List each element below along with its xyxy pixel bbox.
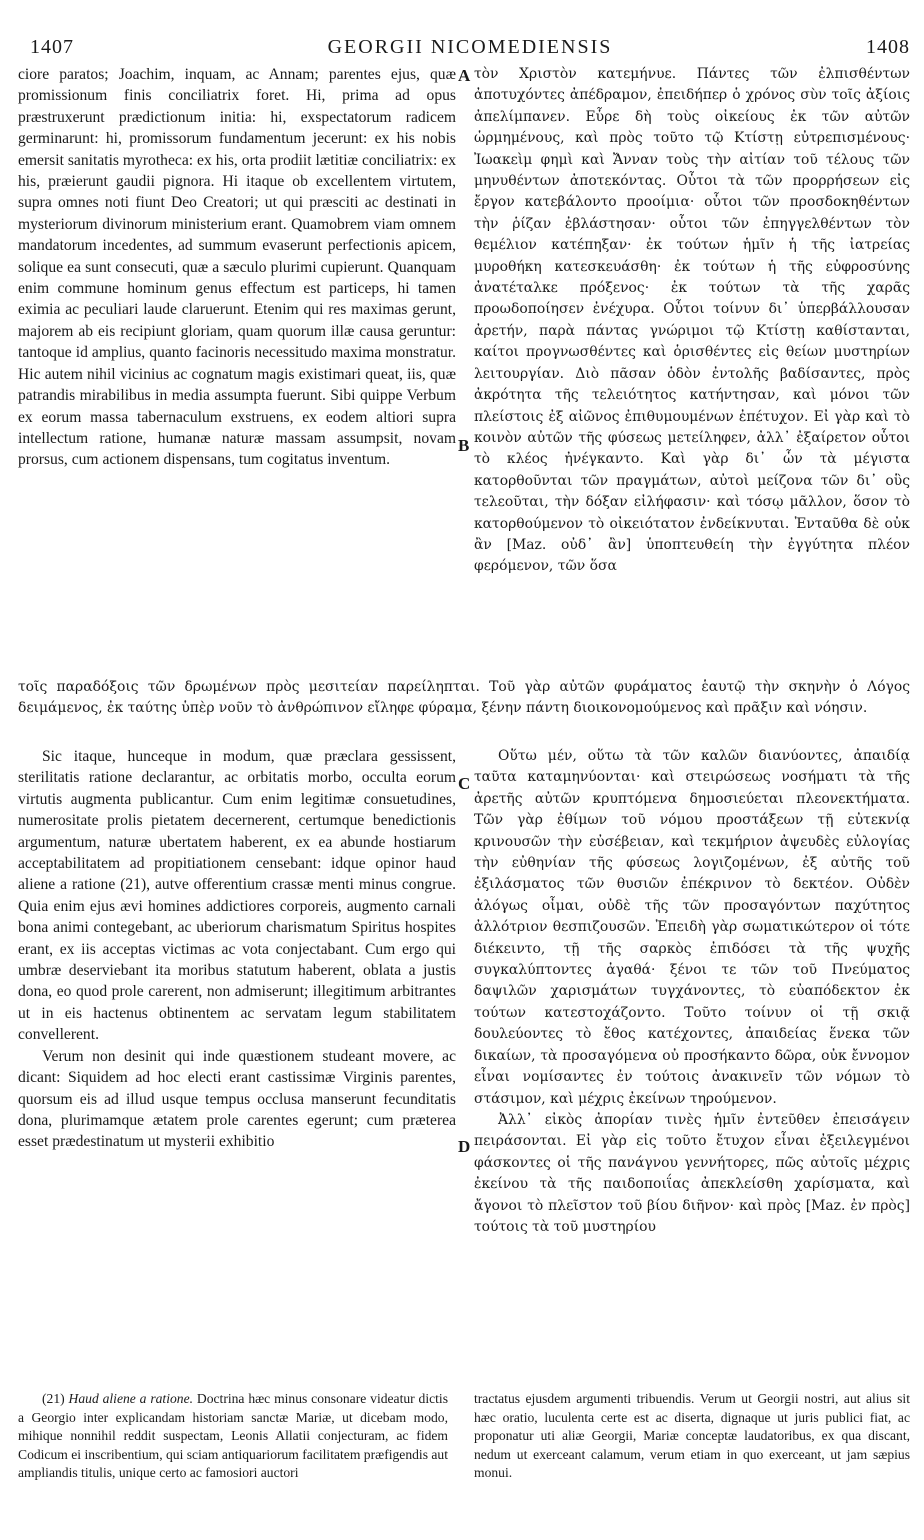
greek-paragraph-2: Ἀλλ᾽ εἰκὸς ἀπορίαν τινὲς ἡμῖν ἐντεῦθεν ἐπεισάγειν πειράσονται. Εἰ γὰρ εἰς τοῦτο ἔτυχον εἶναι ἐξειλεγμένοι φάσκοντες οἱ τῆς πανάγνου γεννήτορες, πῶς αὐτοῖς μέχρις ἐκείνου τὰ τῆς παιδοποιΐας ἀπεκλείσθη χαρίσματα, καὶ ἄγονοι τὸ πλεῖστον τοῦ βίου διῆνον· καὶ πρὸς [Maz. ἐν πρὸς] τούτοις τὰ τοῦ μυστηρίου [474, 1111, 910, 1235]
footnote-text-left: Doctrina hæc minus consonare videatur dictis a Georgio inter explicandam historiam sanctæ Mariæ, ut dicebam modo, mihique nonnihil reddit suspectam, Leonis Allatii conjecturam, ac fidem Codicum ei inscribentium, qui sciam antiquariorum facilitatem præfigendis aut ampliandis titulis, unique certo ac famosiori auctori [18, 1391, 448, 1481]
running-header [30, 36, 910, 64]
latin-paragraph-top: ciore paratos; Joachim, inquam, ac Annam; parentes ejus, quæ promissionum finis conciliatrix foret. Hi, prima ad opus præstruxerunt prædictionum initia: hi, exspectatorum radicem germinarunt: hi, promissorum fundamentum jecerunt: ex his nobis emersit sanitatis myrothecа: ex his, orta prodiit lætitiæ conciliatrix: ex his, præierunt gaudii pignora. Hi itaque ob excellentem virtutem, supra omnes noti fiunt Deo Creatori; ut qui præsciti ac destinati in mysteriorum divinorum ministerium erant. Quamobrem viam omnem mandatorum incedentes, ad summum evaserunt perfectionis apicem, solique ea sunt consecuti, quæ a sæculo plurimi cupierunt. Quanquam enim commune hominum genus effectum est particeps, hi tamen eximia ac peculiari laude claruerunt. Etenim qui res maximas gerunt, majorem ab eis recipiunt gloriam, quam quorum illæ causa geruntur: tantoque id amplius, quanto facinoris necessitudo maxima monstratur. Hic autem nihil vicinius ac cognatum magis existimari queat, iis, quæ patrandis mirabilibus in media assumpta fuerunt. Sibi quippe Verbum ex eorum massa tabernaculum exstruens, ex eodem altiori supra intellectum ratione, humanæ naturæ massam assumpsit, novam prorsus, cum actionem dispensans, tum cogitatus inventum. [18, 66, 456, 469]
footnote-right [474, 1390, 910, 1483]
footnote-text-right: tractatus ejusdem argumenti tribuendis. Verum ut Georgii nostri, aut alius sit hæc oratio, luculenta certe est ac diserta, dignaque ut juris publici fiat, ac proponatur uti aliæ Georgii, Mariæ conceptæ laudatoribus, ex qua discant, nedum ut exerceant calamum, verum etiam in quo exerceant, ut jam sæpius monui. [474, 1391, 910, 1481]
greek-column-top [474, 64, 910, 578]
greek-full-width-text: τοῖς παραδόξοις τῶν δρωμένων πρὸς μεσιτείαν παρείληπται. Τοῦ γὰρ αὐτῶν φυράματος ἑαυτῷ τὴν σκηνὴν ὁ Λόγος δειμάμενος, ἐκ ταύτης ὑπὲρ νοῦν τὸ ἀνθρώπινον εἴληφε φύραμα, ξένην πάντη διοικονομούμενος καὶ πρᾶξιν καὶ νόησιν. [18, 679, 910, 717]
footnote-label: Haud aliene a ratione. [68, 1391, 194, 1406]
greek-paragraph-top: τὸν Χριστὸν κατεμήνυε. Πάντες τῶν ἐλπισθέντων ἀποτυχόντες ἀπέδραμον, ἐπειδήπερ ὁ χρόνος σὺν τοῖς ἀξίοις ἀπελίμπανεν. Εὗρε δὴ τοὺς οἰκείους ἐκ τῶν αὐτῶν ὡρμημένους, καὶ πρὸς τοῦτο τῷ Κτίστῃ εὐτρεπισμένους· Ἰωακεὶμ φημὶ καὶ Ἄνναν τοὺς τὴν αἰτίαν τοῦ τέλους τῶν μηνυθέντων ἀποτεκόντας. Οὗτοι τὰ τῶν προρρήσεων εἰς ἔργον κατεβάλοντο προοίμια· οὗτοι τῶν προσδοκηθέντων τὴν ῥίζαν ἐβλάστησαν· οὗτοι τῶν ἐπηγγελθέντων τὸν θεμέλιον κατέπηξαν· ἐκ τούτων ἡμῖν ἡ τῆς ἰατρείας μυροθήκη κατεσκευάσθη· ἐκ τούτων ἡ τῆς εὐφροσύνης ἀνατέταλκε πρόξενος· ἐκ τούτων τὰ τῆς χαρᾶς προωδοποίησεν ἐνέχυρα. Οὗτοι τοίνυν δι᾽ ὑπερβάλλουσαν ἀρετήν, παρὰ πάντας γνώριμοι τῷ Κτίστῃ καθίστανται, καίτοι προγνωσθέντες καὶ ὁρισθέντες εἰς θείων μυστηρίων λειτουργίαν. Διὸ πᾶσαν ὁδὸν ἐντολῆς βαδίσαντες, πρὸς ἀκρότητα τῆς τελειότητος κατήντησαν, καὶ μόνοι τῶν πλείστοις ἐξ αἰῶνος ἐπιθυμουμένων ἐπέτυχον. Εἰ γὰρ καὶ τὸ κοινὸν αὐτῶν τῆς φύσεως μετείληφεν, ἀλλ᾽ ἐξαίρετον οὗτοι τὸ κλέος ἠνέγκαντο. Καὶ γὰρ δι᾽ ὧν τὰ μέγιστα κατορθοῦνται τῶν πραγμάτων, αὐτοὶ μείζονα τῶν δι᾽ οὓς τελεοῦται, τὴν δόξαν εἰλήφασιν· καὶ τόσῳ μᾶλλον, ὅσον τὸ κατορθούμενον τὸ οἰκειότατον ἐνδείκνυται. Ἐνταῦθα δὲ οὐκ ἂν [Maz. οὐδ᾽ ἂν] ὑποπτευθείη τὴν ἐγγύτητα πλέον φερόμενον, τῶν ὅσα [474, 66, 910, 575]
section-mark-c: C [458, 774, 471, 793]
section-mark-a: A [458, 66, 471, 85]
section-mark-d: D [458, 1137, 471, 1156]
running-title: GEORGII NICOMEDIENSIS [327, 36, 613, 58]
greek-column-bottom [474, 746, 910, 1238]
greek-full-width-passage [18, 677, 910, 720]
greek-paragraph-1: Οὕτω μέν, οὕτω τὰ τῶν καλῶν διανύοντες, ἀπαιδίᾳ ταῦτα καταμηνύονται· καὶ στειρώσεως νοσήματι τὰ τῆς ἀρετῆς αὐτῶν κρυπτόμενα δημοσιεύεται πλεονεκτήματα. Τῶν γὰρ ἐθίμων τοῦ νόμου προστάξεων τῇ εὐτεκνίᾳ κρινουσῶν τὴν εὐσέβειαν, καὶ τεκμήριον ἀψευδὲς εὐλογίας τὴν εὐθηνίαν τῆς φύσεως λογιζομένων, ἐξ αὐτῆς τοῦ ἐξιλάσματος τῶν θυσιῶν ἐπέκρινον τὸ δεκτέον. Οὐδὲν ἀλόγως οἶμαι, οὐδὲ τῆς τῶν προσαγόντων παχύτητος ἀλλότριον θεσπιζουσῶν. Ἐπειδὴ γὰρ σωματικώτερον οἱ τότε διέκειντο, τῇ τῆς σαρκὸς ἐπιδόσει τὰ τῆς ψυχῆς συγκαλύπτοντες ἀγαθά· ξένοι τε τῶν τοῦ Πνεύματος δαψιλῶν χαρισμάτων τυγχάνοντες, τὸ εὐαπόδεκτον ἐκ τούτων κατεστοχάζοντο. Τοῦτο τοίνυν οἱ τῇ σκιᾷ δουλεύοντες τὸ ἔθος κατέχοντες, ἀπαιδείας ἕνεκα τῶν δικαίων, τὰ προσαγόμενα οὐ προσήκαντο δῶρα, οὐκ ἔννομον εἶναι νομίσαντες ἐν τούτοις ἀνακινεῖν τῶν νόμων τὸ στάσιμον, καὶ μέχρις ἐκείνων τηρούμενον. [474, 748, 910, 1107]
footnote-number: (21) [42, 1391, 65, 1406]
footnote-left [18, 1390, 448, 1483]
latin-column-bottom [18, 746, 456, 1153]
section-mark-b: B [458, 436, 470, 455]
latin-paragraph-2: Verum non desinit qui inde quæstionem studeant movere, ac dicant: Siquidem ad hoc electi erant castissimæ Virginis parentes, quorsum eis ad illud usque tempus occlusa manserunt fecunditatis dona, plurimamque ætatem prole carentes egerunt; cum præterea esset prædestinatum ut mysterii exhibitio [18, 1047, 456, 1151]
latin-paragraph-1: Sic itaque, hunceque in modum, quæ præclara gessissent, sterilitatis ratione declarantur, ac orbitatis morbo, occulta eorum virtutis augmenta publicantur. Cum enim legitimæ consuetudines, numerositate prolis pietatem decernerent, certumque benedictionis argumentum, naturæ ubertatem haberent, ex ea abunde hostiarum acceptabilitatem ad propitiationem censebant: idque opinor haud aliene a ratione (21), autve offerentium crassæ menti minus congrue. Quia enim ejus ævi homines addictiores corporeis, augmento carnali bona animi contegebant, ac uberiorum charismatum Spiritus hospites erant, ex iis acceptas victimas ac vota conjectabant. Cum ergo qui umbræ deserviebant ita moribus statutum haberent, oblata a justis dona, eo quod prole carerent, non admiserunt; illegitimum arbitrantes ut in eis hactenus obtinentem ac servatam legum stabilitatem convellerent. [18, 748, 456, 1044]
page-number-right: 1408 [866, 36, 910, 58]
page-number-left: 1407 [30, 36, 74, 58]
latin-column-top [18, 64, 456, 471]
